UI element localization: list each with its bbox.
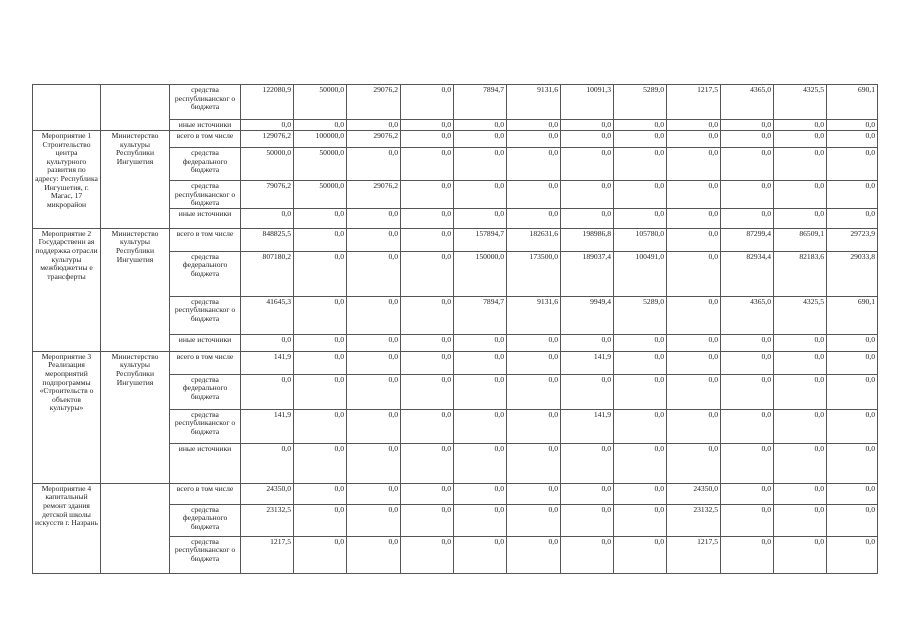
value-cell: 0,0: [347, 148, 401, 181]
value-cell: 141,9: [241, 351, 294, 374]
value-cell: 23132,5: [241, 504, 294, 536]
value-cell: 0,0: [774, 131, 827, 148]
value-cell: 0,0: [507, 504, 561, 536]
value-cell: 0,0: [667, 208, 721, 228]
value-cell: 29076,2: [347, 85, 401, 120]
value-cell: 0,0: [561, 504, 614, 536]
value-cell: 82934,4: [721, 251, 774, 296]
funding-source-cell: иные источники: [170, 334, 241, 351]
table-row: [33, 228, 878, 251]
value-cell: 0,0: [347, 351, 401, 374]
funding-source-cell: всего в том числе: [170, 351, 241, 374]
value-cell: 0,0: [294, 536, 347, 573]
value-cell: 0,0: [827, 483, 878, 504]
value-cell: 0,0: [561, 443, 614, 483]
value-cell: 0,0: [774, 120, 827, 131]
value-cell: 0,0: [827, 334, 878, 351]
value-cell: 0,0: [721, 504, 774, 536]
value-cell: 1217,5: [241, 536, 294, 573]
table-row: [33, 85, 878, 120]
value-cell: 50000,0: [241, 148, 294, 181]
value-cell: 0,0: [721, 334, 774, 351]
value-cell: 86509,1: [774, 228, 827, 251]
value-cell: 0,0: [507, 120, 561, 131]
value-cell: 0,0: [561, 208, 614, 228]
value-cell: 29723,9: [827, 228, 878, 251]
value-cell: 0,0: [401, 504, 454, 536]
value-cell: 0,0: [774, 351, 827, 374]
value-cell: 0,0: [454, 409, 507, 443]
value-cell: 807180,2: [241, 251, 294, 296]
event-cell: Мероприятие 2 Государственн ая поддержка отрасли культуры межбюджетны е трансферты: [33, 228, 101, 351]
value-cell: 4365,0: [721, 296, 774, 334]
value-cell: 0,0: [507, 409, 561, 443]
value-cell: 0,0: [401, 374, 454, 409]
value-cell: 0,0: [774, 181, 827, 209]
value-cell: 50000,0: [294, 181, 347, 209]
value-cell: 0,0: [614, 148, 667, 181]
value-cell: 0,0: [827, 120, 878, 131]
value-cell: 10091,3: [561, 85, 614, 120]
value-cell: 9131,6: [507, 85, 561, 120]
funding-source-cell: иные источники: [170, 443, 241, 483]
value-cell: 0,0: [827, 148, 878, 181]
value-cell: 0,0: [774, 443, 827, 483]
value-cell: 0,0: [294, 120, 347, 131]
value-cell: 0,0: [614, 374, 667, 409]
table-body: [33, 85, 878, 574]
value-cell: 0,0: [454, 536, 507, 573]
value-cell: 0,0: [507, 181, 561, 209]
value-cell: 0,0: [347, 483, 401, 504]
value-cell: 0,0: [401, 351, 454, 374]
value-cell: 29076,2: [347, 131, 401, 148]
value-cell: 0,0: [347, 504, 401, 536]
value-cell: 0,0: [454, 148, 507, 181]
executor-cell: [101, 85, 170, 131]
funding-source-cell: средства республиканског о бюджета: [170, 181, 241, 209]
value-cell: 0,0: [507, 208, 561, 228]
value-cell: 1217,5: [667, 85, 721, 120]
value-cell: 0,0: [401, 334, 454, 351]
value-cell: 0,0: [347, 443, 401, 483]
value-cell: 0,0: [774, 504, 827, 536]
value-cell: 0,0: [347, 334, 401, 351]
value-cell: 182631,6: [507, 228, 561, 251]
value-cell: 0,0: [507, 443, 561, 483]
value-cell: 0,0: [454, 181, 507, 209]
funding-source-cell: средства федерального бюджета: [170, 148, 241, 181]
value-cell: 0,0: [294, 351, 347, 374]
value-cell: 50000,0: [294, 148, 347, 181]
value-cell: 0,0: [454, 334, 507, 351]
value-cell: 0,0: [721, 148, 774, 181]
value-cell: 29033,8: [827, 251, 878, 296]
funding-source-cell: средства республиканског о бюджета: [170, 536, 241, 573]
value-cell: 0,0: [454, 208, 507, 228]
value-cell: 0,0: [614, 351, 667, 374]
value-cell: 0,0: [827, 443, 878, 483]
value-cell: 0,0: [774, 483, 827, 504]
value-cell: 0,0: [667, 120, 721, 131]
value-cell: 141,9: [561, 409, 614, 443]
value-cell: 122080,9: [241, 85, 294, 120]
value-cell: 0,0: [347, 536, 401, 573]
value-cell: 0,0: [827, 131, 878, 148]
value-cell: 0,0: [454, 504, 507, 536]
value-cell: 79076,2: [241, 181, 294, 209]
value-cell: 0,0: [774, 536, 827, 573]
value-cell: 0,0: [667, 148, 721, 181]
value-cell: 0,0: [827, 409, 878, 443]
value-cell: 0,0: [614, 536, 667, 573]
value-cell: 0,0: [667, 251, 721, 296]
funding-source-cell: средства республиканског о бюджета: [170, 296, 241, 334]
value-cell: 100000,0: [294, 131, 347, 148]
value-cell: 23132,5: [667, 504, 721, 536]
value-cell: 0,0: [721, 131, 774, 148]
value-cell: 189037,4: [561, 251, 614, 296]
value-cell: 0,0: [347, 251, 401, 296]
value-cell: 0,0: [561, 148, 614, 181]
value-cell: 9131,6: [507, 296, 561, 334]
value-cell: 0,0: [241, 334, 294, 351]
executor-cell: Министерство культуры Республики Ингушетия: [101, 228, 170, 351]
value-cell: 4325,5: [774, 296, 827, 334]
value-cell: 198986,8: [561, 228, 614, 251]
value-cell: 0,0: [347, 409, 401, 443]
value-cell: 5289,0: [614, 296, 667, 334]
value-cell: 29076,2: [347, 181, 401, 209]
value-cell: 0,0: [721, 536, 774, 573]
value-cell: 0,0: [294, 228, 347, 251]
value-cell: 0,0: [827, 536, 878, 573]
value-cell: 0,0: [614, 334, 667, 351]
value-cell: 7894,7: [454, 85, 507, 120]
value-cell: 0,0: [241, 443, 294, 483]
value-cell: 0,0: [827, 181, 878, 209]
value-cell: 0,0: [347, 374, 401, 409]
value-cell: 9949,4: [561, 296, 614, 334]
value-cell: 0,0: [454, 120, 507, 131]
value-cell: 0,0: [561, 536, 614, 573]
value-cell: 0,0: [614, 181, 667, 209]
value-cell: 50000,0: [294, 85, 347, 120]
value-cell: 0,0: [401, 181, 454, 209]
value-cell: 141,9: [241, 409, 294, 443]
value-cell: 0,0: [401, 483, 454, 504]
value-cell: 0,0: [401, 120, 454, 131]
value-cell: 0,0: [401, 148, 454, 181]
value-cell: 0,0: [561, 120, 614, 131]
value-cell: 0,0: [721, 374, 774, 409]
value-cell: 0,0: [347, 296, 401, 334]
value-cell: 690,1: [827, 85, 878, 120]
executor-cell: Министерство культуры Республики Ингушетия: [101, 131, 170, 229]
value-cell: 0,0: [401, 536, 454, 573]
table-row: [33, 131, 878, 148]
value-cell: 0,0: [294, 334, 347, 351]
value-cell: 0,0: [454, 443, 507, 483]
funding-source-cell: средства федерального бюджета: [170, 504, 241, 536]
value-cell: 4365,0: [721, 85, 774, 120]
value-cell: 0,0: [721, 409, 774, 443]
value-cell: 0,0: [614, 504, 667, 536]
value-cell: 0,0: [294, 483, 347, 504]
funding-source-cell: средства республиканског о бюджета: [170, 409, 241, 443]
value-cell: 0,0: [721, 483, 774, 504]
value-cell: 87299,4: [721, 228, 774, 251]
funding-source-cell: иные источники: [170, 208, 241, 228]
funding-source-cell: средства федерального бюджета: [170, 251, 241, 296]
value-cell: 0,0: [827, 208, 878, 228]
value-cell: 0,0: [347, 208, 401, 228]
value-cell: 0,0: [614, 483, 667, 504]
value-cell: 0,0: [667, 181, 721, 209]
value-cell: 0,0: [774, 208, 827, 228]
value-cell: 0,0: [774, 374, 827, 409]
value-cell: 0,0: [561, 374, 614, 409]
value-cell: 0,0: [507, 351, 561, 374]
value-cell: 150000,0: [454, 251, 507, 296]
value-cell: 0,0: [667, 228, 721, 251]
value-cell: 848825,5: [241, 228, 294, 251]
value-cell: 0,0: [667, 131, 721, 148]
value-cell: 0,0: [241, 374, 294, 409]
value-cell: 0,0: [454, 351, 507, 374]
value-cell: 0,0: [347, 120, 401, 131]
value-cell: 0,0: [827, 504, 878, 536]
value-cell: 0,0: [667, 443, 721, 483]
value-cell: 1217,5: [667, 536, 721, 573]
value-cell: 0,0: [721, 120, 774, 131]
value-cell: 4325,5: [774, 85, 827, 120]
value-cell: 24350,0: [667, 483, 721, 504]
value-cell: 0,0: [827, 351, 878, 374]
funding-source-cell: всего в том числе: [170, 228, 241, 251]
value-cell: 0,0: [507, 483, 561, 504]
table-row: [33, 351, 878, 374]
value-cell: 5289,0: [614, 85, 667, 120]
value-cell: 0,0: [294, 374, 347, 409]
value-cell: 0,0: [507, 536, 561, 573]
value-cell: 7894,7: [454, 296, 507, 334]
value-cell: 0,0: [507, 131, 561, 148]
funding-source-cell: всего в том числе: [170, 131, 241, 148]
value-cell: 82183,6: [774, 251, 827, 296]
value-cell: 0,0: [294, 504, 347, 536]
funding-source-cell: иные источники: [170, 120, 241, 131]
budget-table: [32, 84, 878, 574]
value-cell: 129076,2: [241, 131, 294, 148]
value-cell: 0,0: [614, 131, 667, 148]
value-cell: 0,0: [774, 334, 827, 351]
value-cell: 0,0: [561, 334, 614, 351]
value-cell: 0,0: [774, 148, 827, 181]
value-cell: 173500,0: [507, 251, 561, 296]
value-cell: 0,0: [401, 85, 454, 120]
value-cell: 0,0: [401, 228, 454, 251]
value-cell: 0,0: [507, 374, 561, 409]
value-cell: 0,0: [294, 443, 347, 483]
value-cell: 105780,0: [614, 228, 667, 251]
value-cell: 0,0: [507, 148, 561, 181]
value-cell: 0,0: [401, 251, 454, 296]
funding-source-cell: средства федерального бюджета: [170, 374, 241, 409]
value-cell: 0,0: [667, 351, 721, 374]
value-cell: 0,0: [401, 131, 454, 148]
funding-source-cell: средства республиканског о бюджета: [170, 85, 241, 120]
value-cell: 0,0: [454, 374, 507, 409]
value-cell: 0,0: [241, 208, 294, 228]
value-cell: 24350,0: [241, 483, 294, 504]
event-cell: Мероприятие 1 Строительство центра культурного развития по адресу: Республика Ингушетия, г. Магас, 17 микрорайон: [33, 131, 101, 229]
value-cell: 0,0: [614, 120, 667, 131]
value-cell: 0,0: [241, 120, 294, 131]
executor-cell: Министерство культуры Республики Ингушетия: [101, 351, 170, 483]
value-cell: 0,0: [721, 351, 774, 374]
value-cell: 0,0: [401, 443, 454, 483]
event-cell: Мероприятие 3 Реализация мероприятий подпрограммы «Строительств о объектов культуры»: [33, 351, 101, 483]
funding-source-cell: всего в том числе: [170, 483, 241, 504]
value-cell: 0,0: [614, 443, 667, 483]
event-cell: Мероприятие 4 капитальный ремонт здания детской школы искусств г. Назрань: [33, 483, 101, 573]
executor-cell: [101, 483, 170, 573]
value-cell: 0,0: [774, 409, 827, 443]
value-cell: 0,0: [401, 409, 454, 443]
value-cell: 0,0: [294, 296, 347, 334]
value-cell: 0,0: [614, 208, 667, 228]
value-cell: 0,0: [561, 181, 614, 209]
value-cell: 0,0: [667, 409, 721, 443]
value-cell: 0,0: [294, 208, 347, 228]
value-cell: 0,0: [294, 409, 347, 443]
value-cell: 0,0: [614, 409, 667, 443]
value-cell: 41645,3: [241, 296, 294, 334]
table-row: [33, 483, 878, 504]
value-cell: 100491,0: [614, 251, 667, 296]
value-cell: 0,0: [401, 296, 454, 334]
value-cell: 0,0: [507, 334, 561, 351]
value-cell: 0,0: [561, 131, 614, 148]
value-cell: 157894,7: [454, 228, 507, 251]
value-cell: 141,9: [561, 351, 614, 374]
value-cell: 0,0: [561, 483, 614, 504]
value-cell: 0,0: [827, 374, 878, 409]
value-cell: 0,0: [454, 131, 507, 148]
value-cell: 0,0: [721, 443, 774, 483]
event-cell: [33, 85, 101, 131]
value-cell: 0,0: [667, 296, 721, 334]
value-cell: 0,0: [667, 374, 721, 409]
value-cell: 0,0: [721, 208, 774, 228]
value-cell: 0,0: [667, 334, 721, 351]
value-cell: 0,0: [294, 251, 347, 296]
value-cell: 0,0: [347, 228, 401, 251]
value-cell: 0,0: [401, 208, 454, 228]
value-cell: 0,0: [721, 181, 774, 209]
value-cell: 690,1: [827, 296, 878, 334]
value-cell: 0,0: [454, 483, 507, 504]
